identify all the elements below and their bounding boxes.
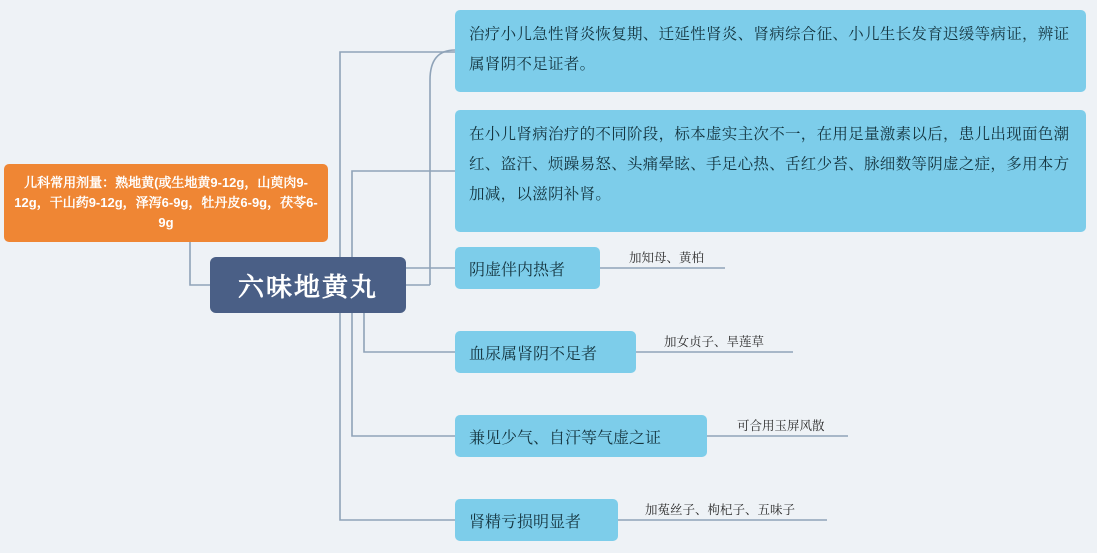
node-xueniao-shenyin[interactable] (455, 331, 636, 373)
node-xueniao-shenyin-label: 血尿属肾阴不足者 (469, 345, 598, 363)
node-dosage[interactable] (4, 164, 328, 242)
central-topic[interactable] (210, 257, 406, 313)
sublabel-yinxu-neire: 加知母、黄柏 (629, 251, 705, 265)
node-shenjing-kuisun[interactable] (455, 499, 618, 541)
node-yinxu-neire-label: 阴虚伴内热者 (469, 261, 566, 279)
node-qixu-zheng[interactable] (455, 415, 707, 457)
sublabel-qixu-zheng: 可合用玉屏风散 (737, 419, 825, 433)
node-usage-stage[interactable] (455, 110, 1086, 232)
node-indication[interactable] (455, 10, 1086, 92)
node-indication-label: 治疗小儿急性肾炎恢复期、迁延性肾炎、肾病综合征、小儿生长发育迟缓等病证，辨证属肾阴不足证者。 (469, 26, 1070, 73)
sublabel-xueniao-shenyin: 加女贞子、旱莲草 (664, 335, 765, 349)
sublabel-shenjing-kuisun: 加菟丝子、枸杞子、五味子 (645, 503, 796, 517)
node-yinxu-neire[interactable] (455, 247, 600, 289)
node-shenjing-kuisun-label: 肾精亏损明显者 (469, 513, 582, 531)
node-qixu-zheng-label: 兼见少气、自汗等气虚之证 (469, 429, 662, 447)
node-usage-stage-label: 在小儿肾病治疗的不同阶段，标本虚实主次不一，在用足量激素以后，患儿出现面色潮红、盗汗、烦躁易怒、头痛晕眩、手足心热、舌红少苔、脉细数等阴虚之症，多用本方加减，以滋阴补肾。 (469, 126, 1070, 203)
central-topic-label: 六味地黄丸 (237, 271, 378, 302)
node-dosage-label: 儿科常用剂量：熟地黄(或生地黄9-12g，山萸肉9-12g，干山药9-12g，泽泻6-9g，牡丹皮6-9g，茯苓6-9g (14, 175, 318, 230)
